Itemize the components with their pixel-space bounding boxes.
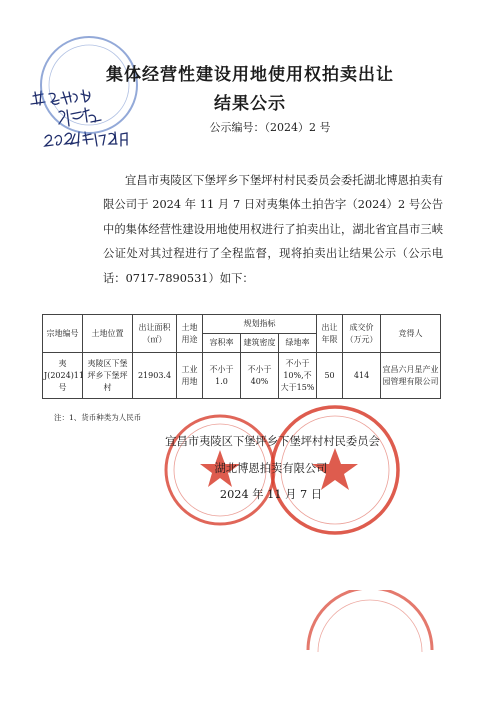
header-density: 建筑密度	[241, 334, 279, 353]
document-subtitle: 结果公示	[214, 94, 286, 114]
cell-term: 50	[317, 353, 343, 399]
cell-far: 不小于1.0	[203, 353, 241, 399]
cell-price: 414	[343, 353, 381, 399]
cell-location: 夷陵区下堡坪乡下堡坪村	[83, 353, 133, 399]
header-location: 土地位置	[83, 315, 133, 353]
header-term: 出让年限	[317, 315, 343, 353]
cell-use: 工业用地	[177, 353, 203, 399]
header-winner: 竞得人	[381, 315, 441, 353]
cell-winner: 宜昌六月星产业园管理有限公司	[381, 353, 441, 399]
header-parcel: 宗地编号	[43, 315, 83, 353]
cell-green: 不小于10%,不大于15%	[279, 353, 317, 399]
red-stamp-auction-seam	[300, 590, 440, 690]
header-area: 出让面积（㎡）	[133, 315, 177, 353]
header-price: 成交价（万元）	[343, 315, 381, 353]
table-row	[43, 353, 441, 399]
document-title: 集体经营性建设用地使用权拍卖出让	[106, 65, 394, 85]
doc-number: 公示编号：（2024）2 号	[209, 121, 331, 134]
cell-parcel: 夷J(2024)11号	[43, 353, 83, 399]
cell-density: 不小于40%	[241, 353, 279, 399]
table-note: 注：1、货币种类为人民币	[54, 413, 142, 422]
header-use: 土地用途	[177, 315, 203, 353]
result-table	[42, 314, 441, 399]
cell-area: 21903.4	[133, 353, 177, 399]
table-header-row	[43, 315, 441, 334]
signer-auction-company: 湖北博恩拍卖有限公司	[214, 462, 328, 475]
header-planning: 规划指标	[203, 315, 317, 334]
header-green: 绿地率	[279, 334, 317, 353]
signer-village-committee: 宜昌市夷陵区下堡坪乡下堡坪村村民委员会	[165, 435, 380, 448]
body-paragraph: 宜昌市夷陵区下堡坪乡下堡坪村村民委员会委托湖北博恩拍卖有限公司于 2024 年 11 月 7 日对夷集体土拍告字（2024）2 号公告中的集体经营性建设用地使用权进行了拍卖出让，湖北省宜昌市三峡公证处对其过程进行了全程监督，现将拍卖出让结果公示（公示电话：0717-7890531）如下：	[103, 174, 443, 285]
header-far: 容积率	[203, 334, 241, 353]
sign-date: 2024 年 11 月 7 日	[219, 488, 323, 501]
